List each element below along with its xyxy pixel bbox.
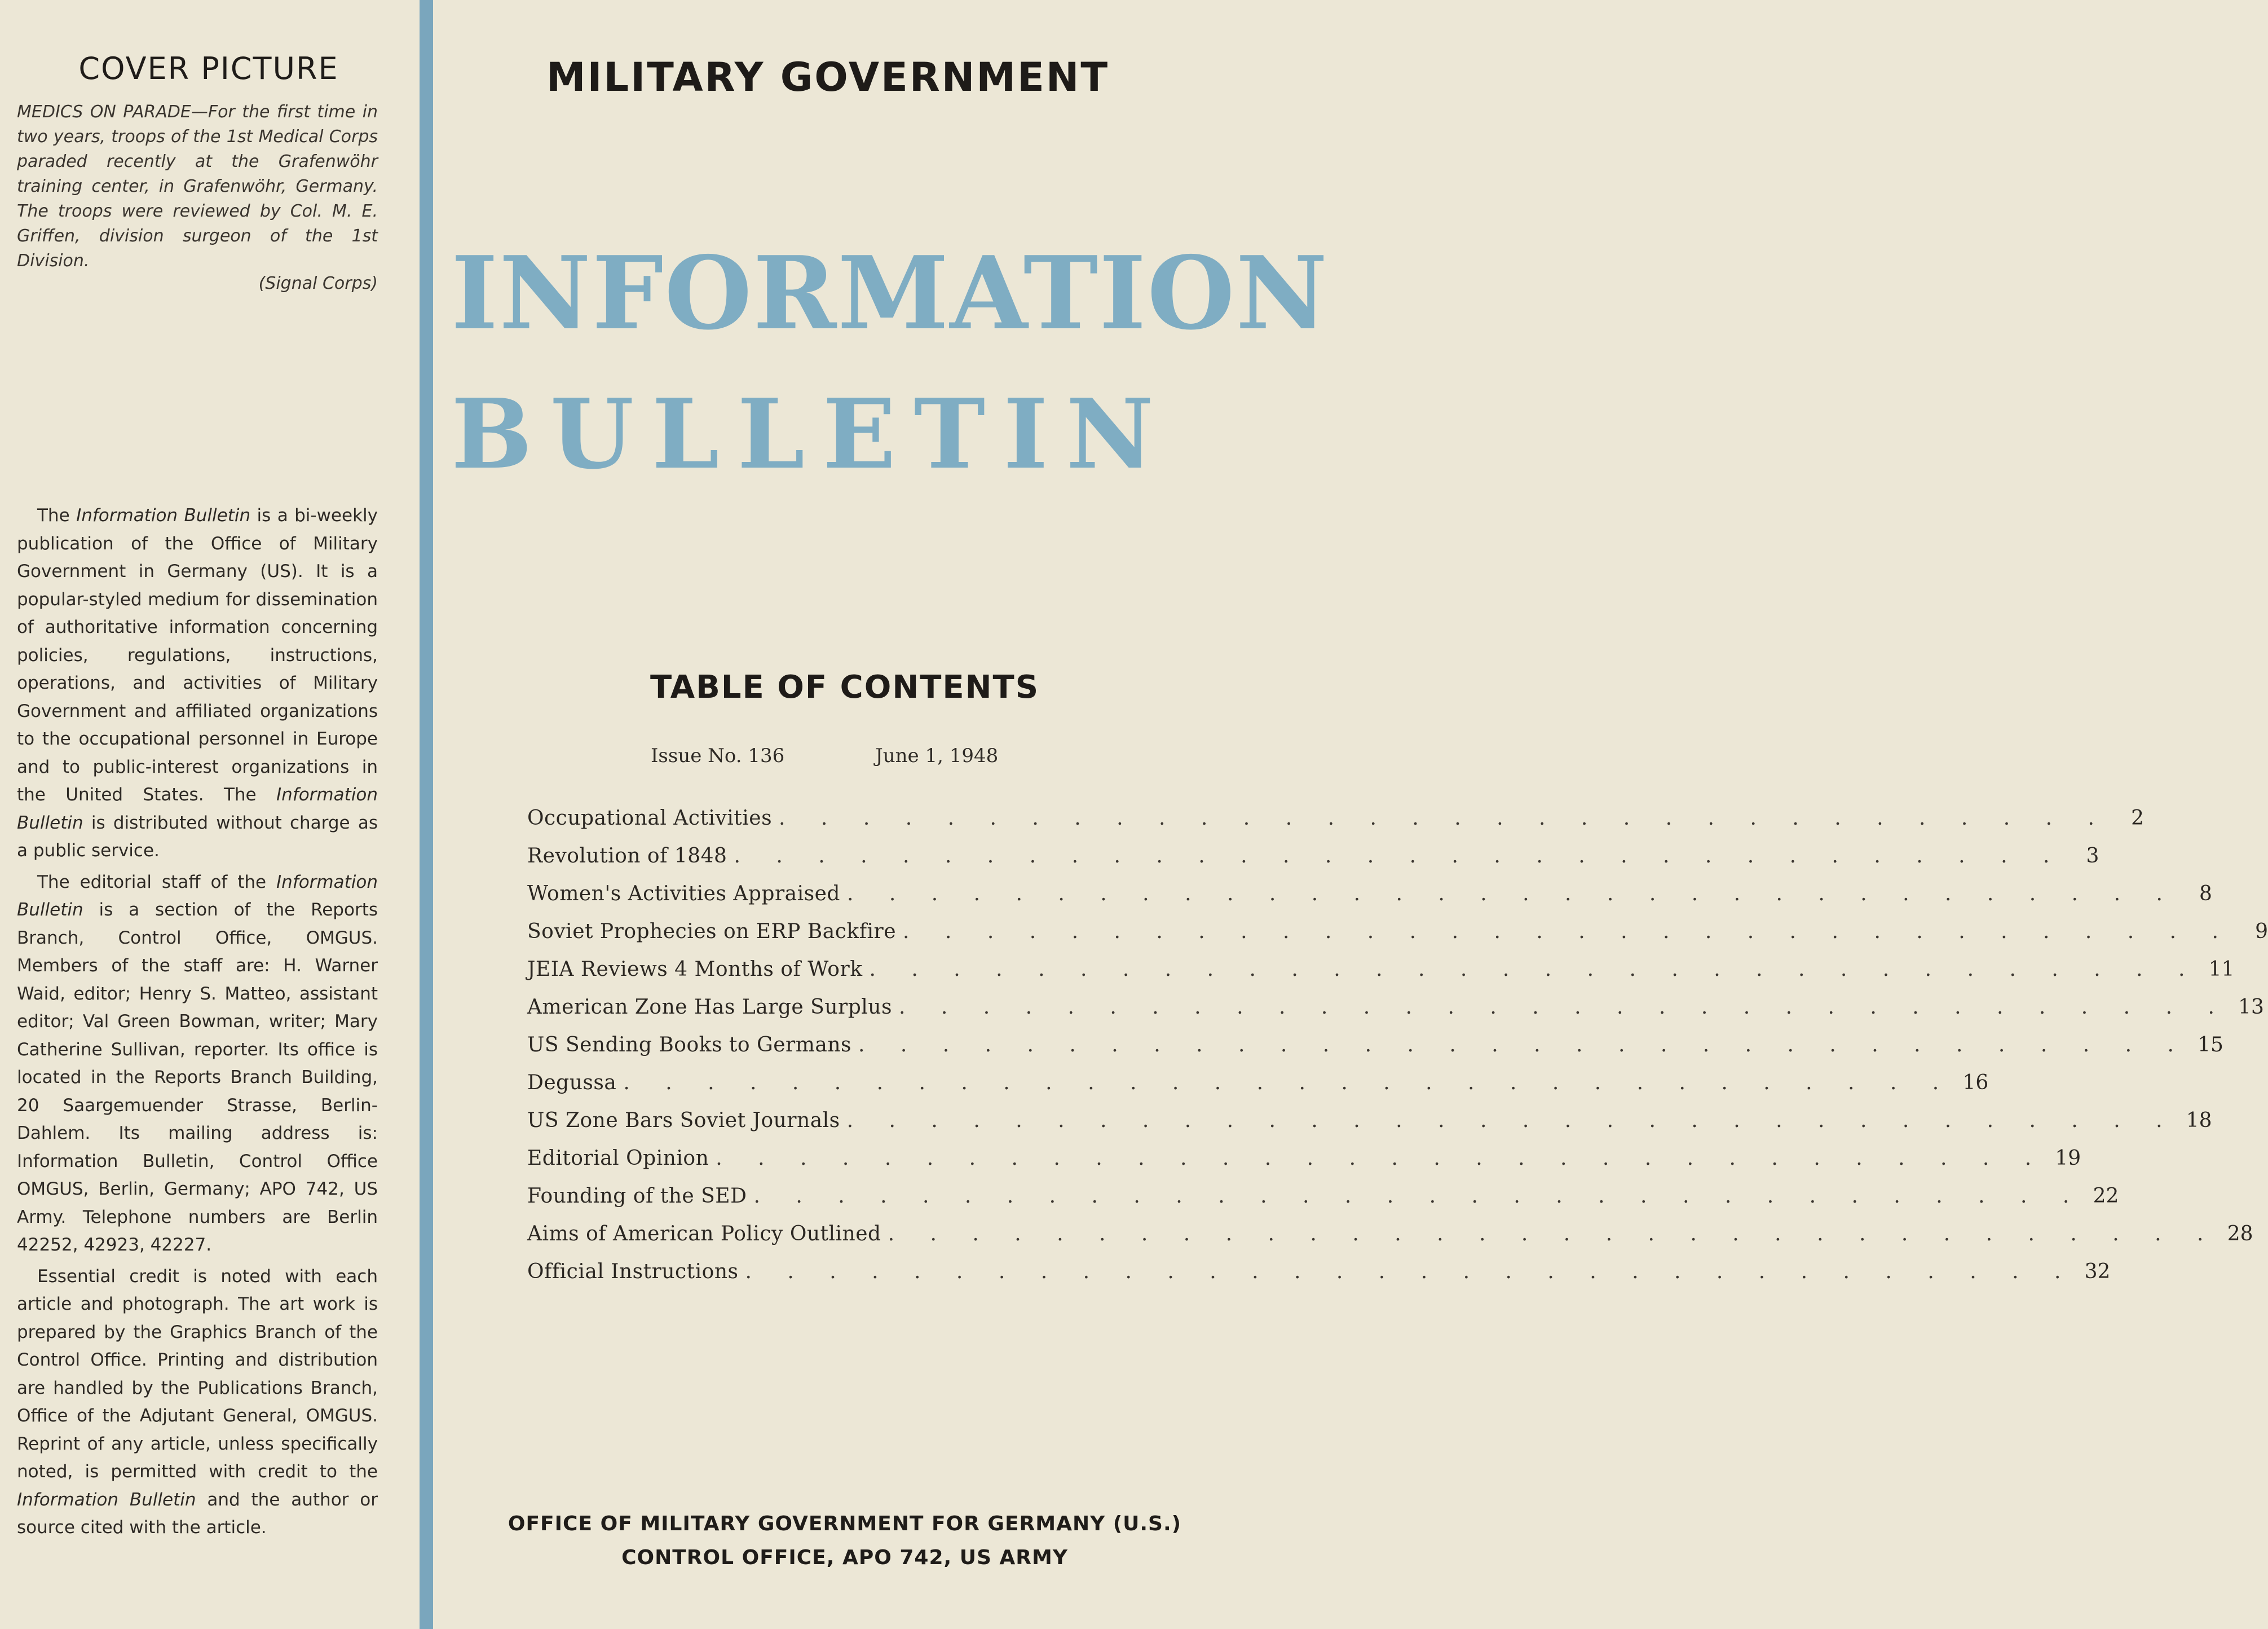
entry-title: Degussa [527, 1071, 617, 1094]
dot-leader: . . . . . . . . . . . . . . . . . . . . . . . . . . . . . . . . [734, 844, 2064, 868]
entry-title: American Zone Has Large Surplus [527, 996, 892, 1019]
dot-leader: . . . . . . . . . . . . . . . . . . . . . . . . . . . . . . . . [779, 807, 2109, 830]
entry-page: 8 [2199, 882, 2212, 905]
footer-line-2: CONTROL OFFICE, APO 742, US ARMY [621, 1546, 1068, 1569]
dot-leader: . . . . . . . . . . . . . . . . . . . . . . . . . . . . . . . . [898, 996, 2229, 1019]
dot-leader: . . . . . . . . . . . . . . . . . . . . . . . . . . . . . . . . [753, 1185, 2084, 1208]
publication-name: Information Bulletin [17, 1489, 196, 1510]
entry-page: 13 [2238, 996, 2264, 1019]
contents-entry [527, 1222, 2253, 1260]
about-text: is a bi-weekly publication of the Office of Military Government in Germany (US). It is a popular-styled medium for dissemination of authoritative information concerning policies, regulations, instructions, operations, and activities of Military Government and affiliated organizations to the occupational personnel in Europe and to public-interest organizations in the United States. The [17, 505, 378, 805]
entry-title: Aims of American Policy Outlined [527, 1222, 881, 1245]
contents-entry [527, 1109, 2212, 1147]
contents-entry [527, 1260, 2111, 1298]
entry-title: Soviet Prophecies on ERP Backfire [527, 920, 897, 943]
about-text: The editorial staff of the [37, 871, 276, 892]
entry-page: 11 [2208, 958, 2235, 981]
contents-entry [527, 844, 2099, 882]
publication-name: Information Bulletin [17, 871, 378, 920]
entry-page: 3 [2086, 844, 2099, 868]
about-paragraph-3 [17, 1263, 378, 1542]
dot-leader: . . . . . . . . . . . . . . . . . . . . . . . . . . . . . . . . [858, 1033, 2188, 1056]
contents-entry [527, 920, 2268, 958]
issue-number: Issue No. 136 [651, 745, 785, 767]
entry-title: Official Instructions [527, 1260, 739, 1283]
entry-title: Editorial Opinion [527, 1147, 709, 1170]
publication-name: Information Bulletin [17, 785, 378, 833]
entry-title: US Zone Bars Soviet Journals [527, 1109, 840, 1132]
cover-picture-caption: MEDICS ON PARADE—For the first time in two years, troops of the 1st Medical Corps paraded recently at the Grafenwöhr training center, in Grafenwöhr, Germany. The troops were reviewed by Col. M. E. Griffen, division surgeon of the 1st Division. [17, 102, 378, 271]
contents-entry [527, 958, 2235, 996]
contents-entry [527, 1033, 2223, 1071]
contents-entry [527, 996, 2264, 1033]
dot-leader: . . . . . . . . . . . . . . . . . . . . . . . . . . . . . . . . [716, 1147, 2046, 1170]
entry-page: 15 [2198, 1033, 2223, 1056]
dot-leader: . . . . . . . . . . . . . . . . . . . . . . . . . . . . . . . . [903, 920, 2233, 943]
entry-page: 9 [2255, 920, 2268, 943]
about-text: The [37, 505, 77, 526]
publication-info [17, 502, 378, 1546]
dot-leader: . . . . . . . . . . . . . . . . . . . . . . . . . . . . . . . . [888, 1222, 2218, 1245]
cover-picture-section [17, 51, 378, 293]
entry-title: Women's Activities Appraised [527, 882, 840, 905]
about-text: is distributed without charge as a public service. [17, 812, 378, 861]
entry-page: 2 [2131, 807, 2144, 830]
footer-line-1: OFFICE OF MILITARY GOVERNMENT FOR GERMANY (U.S.) [508, 1512, 1182, 1535]
information-title: INFORMATION [451, 234, 1329, 352]
contents-entry [527, 1071, 1989, 1109]
about-text: is a section of the Reports Branch, Control Office, OMGUS. Members of the staff are: H. Warner Waid, editor; Henry S. Matteo, assistant editor; Val Green Bowman, writer; Mary Catherine Sullivan, reporter. Its office is located in the Reports Branch Building, 20 Saargemuender Strasse, Berlin-Dahlem. Its mailing address is: Information Bulletin, Control Office OMGUS, Berlin, Germany; APO 742, US Army. Telephone numbers are Berlin 42252, 42923, 42227. [17, 900, 378, 1255]
publisher-footer [451, 1507, 1238, 1575]
entry-page: 22 [2093, 1185, 2119, 1208]
dot-leader: . . . . . . . . . . . . . . . . . . . . . . . . . . . . . . . . [745, 1260, 2076, 1283]
masthead-and-contents [451, 0, 2268, 1629]
contents-entry [527, 807, 2144, 844]
about-paragraph-2 [17, 869, 378, 1260]
dot-leader: . . . . . . . . . . . . . . . . . . . . . . . . . . . . . . . . [846, 1109, 2177, 1132]
issue-date: June 1, 1948 [875, 745, 999, 767]
dot-leader: . . . . . . . . . . . . . . . . . . . . . . . . . . . . . . . . [869, 958, 2200, 981]
entry-title: JEIA Reviews 4 Months of Work [527, 958, 863, 981]
entry-page: 28 [2227, 1222, 2253, 1245]
issue-line [651, 745, 1045, 767]
entry-title: US Sending Books to Germans [527, 1033, 851, 1056]
entry-page: 16 [1962, 1071, 1989, 1094]
cover-picture-credit: (Signal Corps) [258, 274, 378, 293]
entry-title: Revolution of 1848 [527, 844, 727, 868]
table-of-contents-heading: TABLE OF CONTENTS [650, 669, 1040, 706]
contents-list [527, 807, 2268, 1298]
about-text: Essential credit is noted with each article and photograph. The art work is prepared by the Graphics Branch of the Control Office. Printing and distribution are handled by the Publications Branch, Office of the Adjutant General, OMGUS. Reprint of any article, unless specifically noted, is permitted with credit to the [17, 1266, 378, 1482]
entry-page: 19 [2055, 1147, 2081, 1170]
dot-leader: . . . . . . . . . . . . . . . . . . . . . . . . . . . . . . . . [846, 882, 2177, 905]
about-text: and the author or source cited with the article. [17, 1489, 378, 1538]
dot-leader: . . . . . . . . . . . . . . . . . . . . . . . . . . . . . . . . [623, 1071, 1954, 1094]
bulletin-title: BULLETIN [451, 378, 1172, 491]
entry-page: 32 [2084, 1260, 2111, 1283]
about-paragraph-1 [17, 502, 378, 865]
contents-entry [527, 1147, 2081, 1185]
entry-title: Occupational Activities [527, 807, 773, 830]
vertical-blue-rule [420, 0, 433, 1629]
cover-picture-heading: COVER PICTURE [78, 51, 339, 86]
contents-entry [527, 882, 2212, 920]
military-government-title: MILITARY GOVERNMENT [546, 54, 1110, 100]
publication-name: Information Bulletin [76, 505, 251, 526]
entry-title: Founding of the SED [527, 1185, 747, 1208]
contents-entry [527, 1185, 2119, 1222]
entry-page: 18 [2186, 1109, 2212, 1132]
